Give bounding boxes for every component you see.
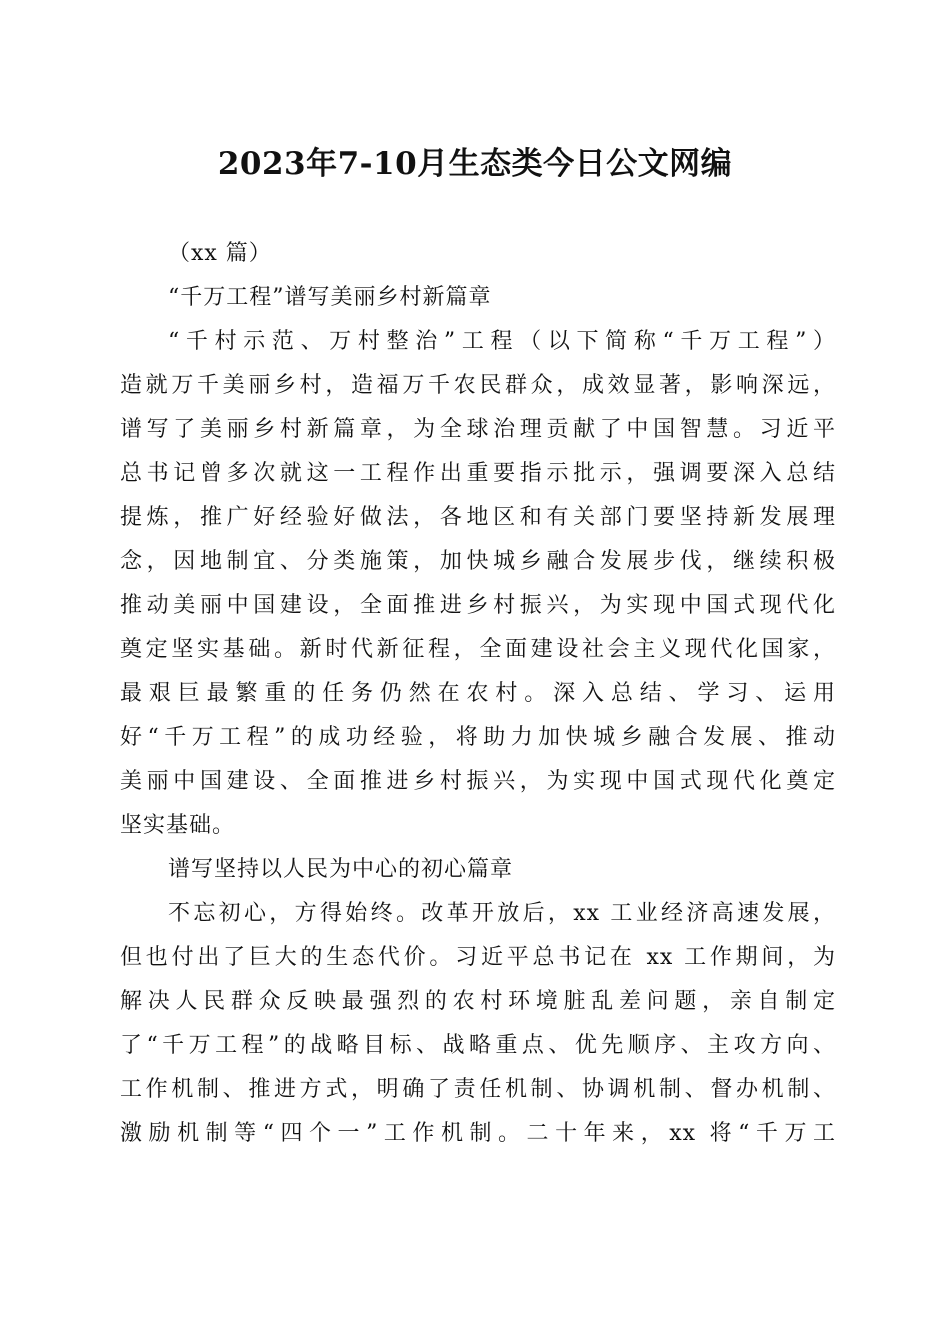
- paragraph-line: 激励机制等“四个一”工作机制。二十年来，xx 将“千万工: [120, 1121, 836, 1146]
- paragraph-line: 工作机制、推进方式，明确了责任机制、协调机制、督办机制、: [120, 1077, 836, 1102]
- paragraph-line: 解决人民群众反映最强烈的农村环境脏乱差问题，亲自制定: [120, 989, 836, 1014]
- paragraph-line: 美丽中国建设、全面推进乡村振兴，为实现中国式现代化奠定: [120, 769, 836, 794]
- paragraph-line: 但也付出了巨大的生态代价。习近平总书记在 xx 工作期间，为: [120, 945, 836, 970]
- section-heading-1: “千万工程”谱写美丽乡村新篇章: [168, 285, 492, 310]
- paragraph-line: 最艰巨最繁重的任务仍然在农村。深入总结、学习、运用: [120, 681, 836, 706]
- paragraph-line: 推动美丽中国建设，全面推进乡村振兴，为实现中国式现代化: [120, 593, 836, 618]
- document-body: [120, 232, 836, 1156]
- paragraph-line: 好“千万工程”的成功经验，将助力加快城乡融合发展、推动: [120, 725, 836, 750]
- paragraph-line: 了“千万工程”的战略目标、战略重点、优先顺序、主攻方向、: [120, 1033, 836, 1058]
- subtitle-count: （xx 篇）: [168, 241, 272, 266]
- paragraph-line: “千村示范、万村整治”工程（以下简称“千万工程”）: [168, 329, 836, 354]
- paragraph-line: 奠定坚实基础。新时代新征程，全面建设社会主义现代化国家，: [120, 637, 836, 662]
- paragraph-line: 念，因地制宜、分类施策，加快城乡融合发展步伐，继续积极: [120, 549, 836, 574]
- paragraph-line: 不忘初心，方得始终。改革开放后，xx 工业经济高速发展，: [168, 901, 836, 926]
- paragraph-line: 谱写了美丽乡村新篇章，为全球治理贡献了中国智慧。习近平: [120, 417, 836, 442]
- paragraph-line: 造就万千美丽乡村，造福万千农民群众，成效显著，影响深远，: [120, 373, 836, 398]
- paragraph-line-last: 坚实基础。: [120, 813, 236, 838]
- document-title: 2023年7-10月生态类今日公文网编: [217, 146, 733, 182]
- section-heading-2: 谱写坚持以人民为中心的初心篇章: [168, 857, 514, 882]
- paragraph-line: 总书记曾多次就这一工程作出重要指示批示，强调要深入总结: [120, 461, 836, 486]
- paragraph-line: 提炼，推广好经验好做法，各地区和有关部门要坚持新发展理: [120, 505, 836, 530]
